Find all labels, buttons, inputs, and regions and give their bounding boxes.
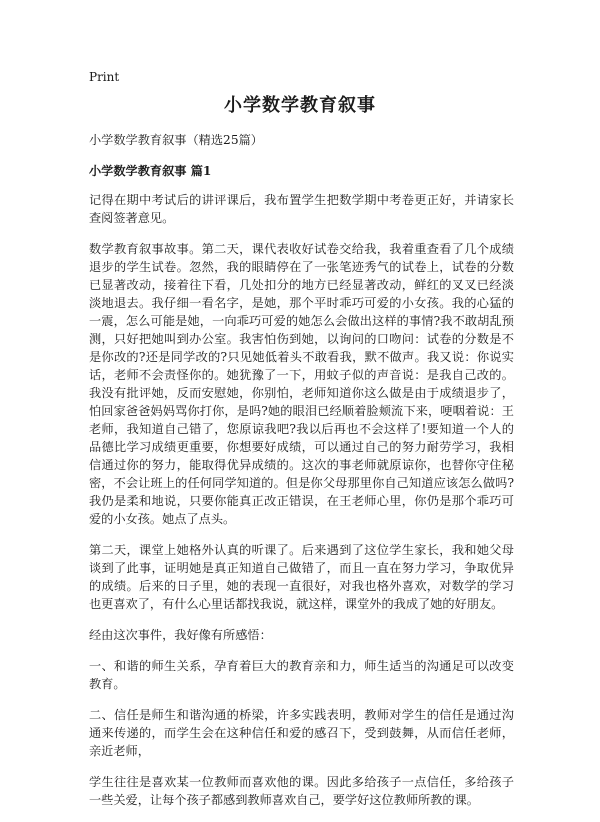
- paragraph: 学生往往是喜欢某一位教师而喜欢他的课。因此多给孩子一点信任，多给孩子一些关爱，让每个孩子都感到教师喜欢自己，要学好这位教师所教的课。: [89, 775, 514, 807]
- print-label[interactable]: Print: [89, 70, 120, 84]
- paragraph: 记得在期中考试后的讲评课后，我布置学生把数学期中考卷更正好，并请家长查阅签著意见。: [89, 193, 514, 225]
- paragraph: 第二天，课堂上她格外认真的听课了。后来遇到了这位学生家长，我和她父母谈到了此事，证明她是真正知道自己做错了，而且一直在努力学习，争取优异的成绩。后来的日子里，她的表现一直很好，对我也格外喜欢，对数学的学习也更喜欢了，有什么心里话都找我说，就这样，课堂外的我成了她的好朋友。: [89, 543, 514, 611]
- document-title: 小学数学教育叙事: [224, 95, 376, 116]
- paragraph: 一、和谐的师生关系，孕育着巨大的教育亲和力，师生适当的沟通足可以改变教育。: [89, 659, 514, 691]
- paragraph: 数学教育叙事故事。第二天，课代表收好试卷交给我，我着重查看了几个成绩退步的学生试卷。忽然，我的眼睛停在了一张笔迹秀气的试卷上，试卷的分数已显著改动，接着往下看，几处扣分的地方已经显著改动，鲜红的叉叉已经淡淡地退去。我仔细一看名字，是她，那个平时乖巧可爱的小女孩。我的心猛的一震，怎么可能是她，一向乖巧可爱的她怎么会做出这样的事情?我不敢胡乱预测，只好把她叫到办公室。我害怕伤到她，以询问的口吻问：试卷的分数是不是你改的?还是同学改的?只见她低着头不敢看我，默不做声。我又说：你说实话，老师不会责怪你的。她犹豫了一下，用蚊子似的声音说：是我自己改的。我没有批评她，反而安慰她，你别怕，老师知道你这么做是由于成绩退步了，怕回家爸爸妈妈骂你打你，是吗?她的眼泪已经顺着脸颊流下来，哽咽着说：王老师，我知道自己错了，您原谅我吧?我以后再也不会这样了!要知道一个人的品德比学习成绩更重要，你想要好成绩，可以通过自己的努力耐劳学习，我相信通过你的努力，能取得优异成绩的。这次的事老师就原谅你，也替你守住秘密，不会让班上的任何同学知道的。但是你父母那里你自己知道应该怎么做吗?我仍是柔和地说，只要你能真正改正错误，在王老师心里，你仍是那个乖巧可爱的小女孩。她点了点头。: [89, 242, 514, 526]
- paragraph: 二、信任是师生和谐沟通的桥梁，许多实践表明，教师对学生的信任是通过沟通来传递的，而学生会在这种信任和爱的感召下，受到鼓舞，从而信任老师，亲近老师，: [89, 708, 514, 758]
- document-body: [89, 131, 514, 822]
- document-subtitle: 小学数学教育叙事（精选25篇）: [89, 133, 263, 147]
- section-heading: 小学数学教育叙事 篇1: [89, 164, 212, 178]
- paragraph: 经由这次事件，我好像有所感悟：: [89, 628, 272, 642]
